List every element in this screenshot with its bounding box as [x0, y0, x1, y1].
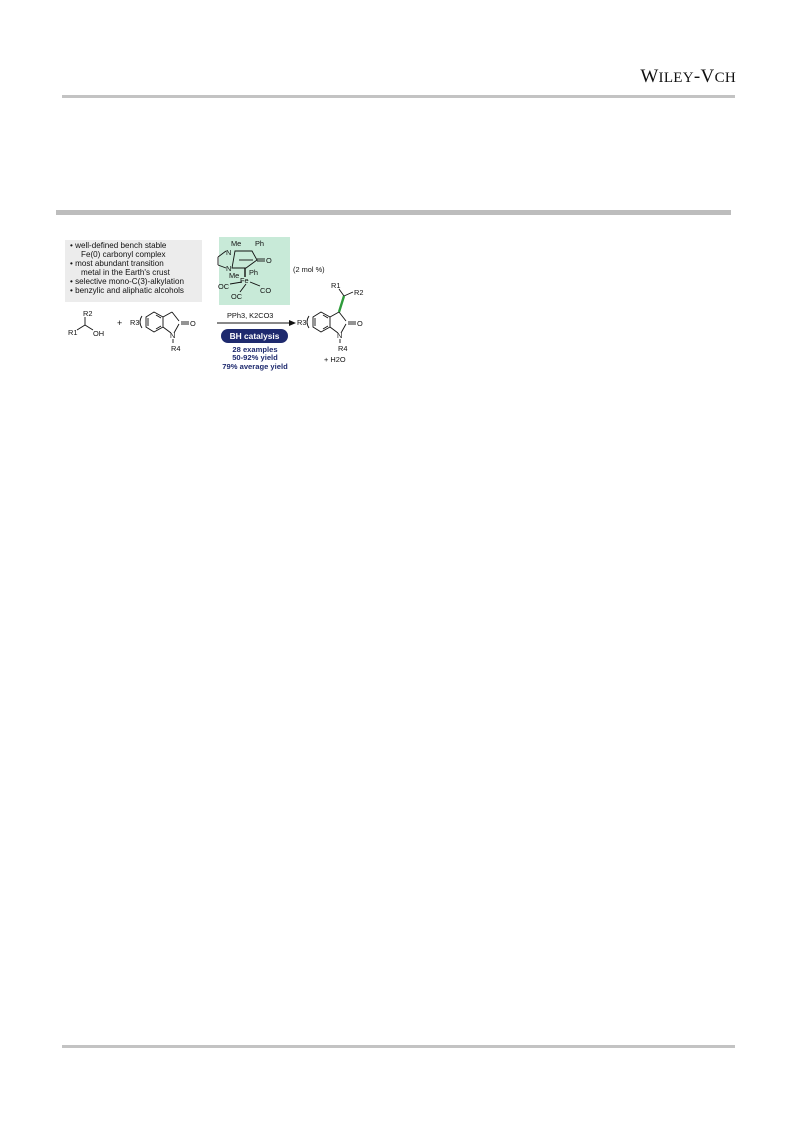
alcohol-oh: OH	[93, 329, 105, 338]
catalyst-n-bottom: N	[226, 264, 232, 273]
feature-item: • selective mono-C(3)-alkylation	[70, 278, 202, 287]
catalyst-ph-bottom: Ph	[249, 268, 259, 277]
alcohol-r2: R2	[83, 309, 93, 318]
oxindole-n: N	[170, 331, 176, 340]
stat-yield-range: 50-92% yield	[232, 353, 278, 363]
stat-average-yield: 79% average yield	[222, 361, 288, 371]
reagents: PPh3, K2CO3	[227, 311, 274, 320]
oxindole-r4: R4	[171, 344, 181, 353]
catalyst-loading: (2 mol %)	[293, 265, 325, 274]
feature-item: • well-defined bench stable	[70, 242, 202, 251]
catalyst-co-bottom: OC	[231, 292, 243, 301]
section-rule	[56, 210, 731, 215]
byproduct-water: + H2O	[324, 355, 346, 364]
product-r1: R1	[331, 281, 341, 290]
bh-catalysis-badge: BH catalysis	[221, 329, 288, 343]
oxindole-benzene-ring	[146, 312, 163, 332]
catalyst-n-top: N	[226, 248, 232, 257]
stat-examples: 28 examples	[232, 345, 278, 354]
catalyst-fe: Fe	[240, 276, 249, 285]
product-r3: R3	[297, 318, 307, 327]
publisher-logo: WILEY-VCH	[640, 66, 736, 87]
alcohol-bond-1	[77, 325, 85, 330]
oxindole-o: O	[190, 319, 196, 328]
catalyst-me-bottom: Me	[229, 271, 240, 280]
product-benzene-ring	[313, 312, 330, 332]
catalyst-me-top: Me	[231, 239, 242, 248]
alcohol-r1: R1	[68, 328, 78, 337]
product-r2: R2	[354, 288, 364, 297]
product-r4: R4	[338, 344, 348, 353]
footer-rule	[62, 1045, 735, 1048]
feature-item: • benzylic and aliphatic alcohols	[70, 287, 202, 296]
catalyst-oxo: O	[266, 256, 272, 265]
feature-item-cont: metal in the Earth's crust	[81, 267, 170, 277]
cyclopentadienone-ring	[232, 251, 257, 268]
catalyst-co-left: OC	[218, 282, 230, 291]
feature-item: • most abundant transition	[70, 260, 202, 269]
header-rule	[62, 95, 735, 98]
plus-sign: +	[117, 318, 123, 328]
feature-item-cont: Fe(0) carbonyl complex	[81, 249, 166, 259]
new-cc-bond	[339, 296, 344, 312]
scope-stats	[200, 346, 310, 371]
catalyst-co-right: CO	[260, 286, 272, 295]
product-o: O	[357, 319, 363, 328]
arrow-head	[289, 320, 296, 326]
alcohol-bond-3	[85, 325, 93, 330]
feature-list	[65, 240, 202, 302]
catalyst-ph-top: Ph	[255, 239, 265, 248]
product-n: N	[337, 331, 343, 340]
oxindole-r3: R3	[130, 318, 140, 327]
graphical-abstract	[60, 232, 380, 382]
